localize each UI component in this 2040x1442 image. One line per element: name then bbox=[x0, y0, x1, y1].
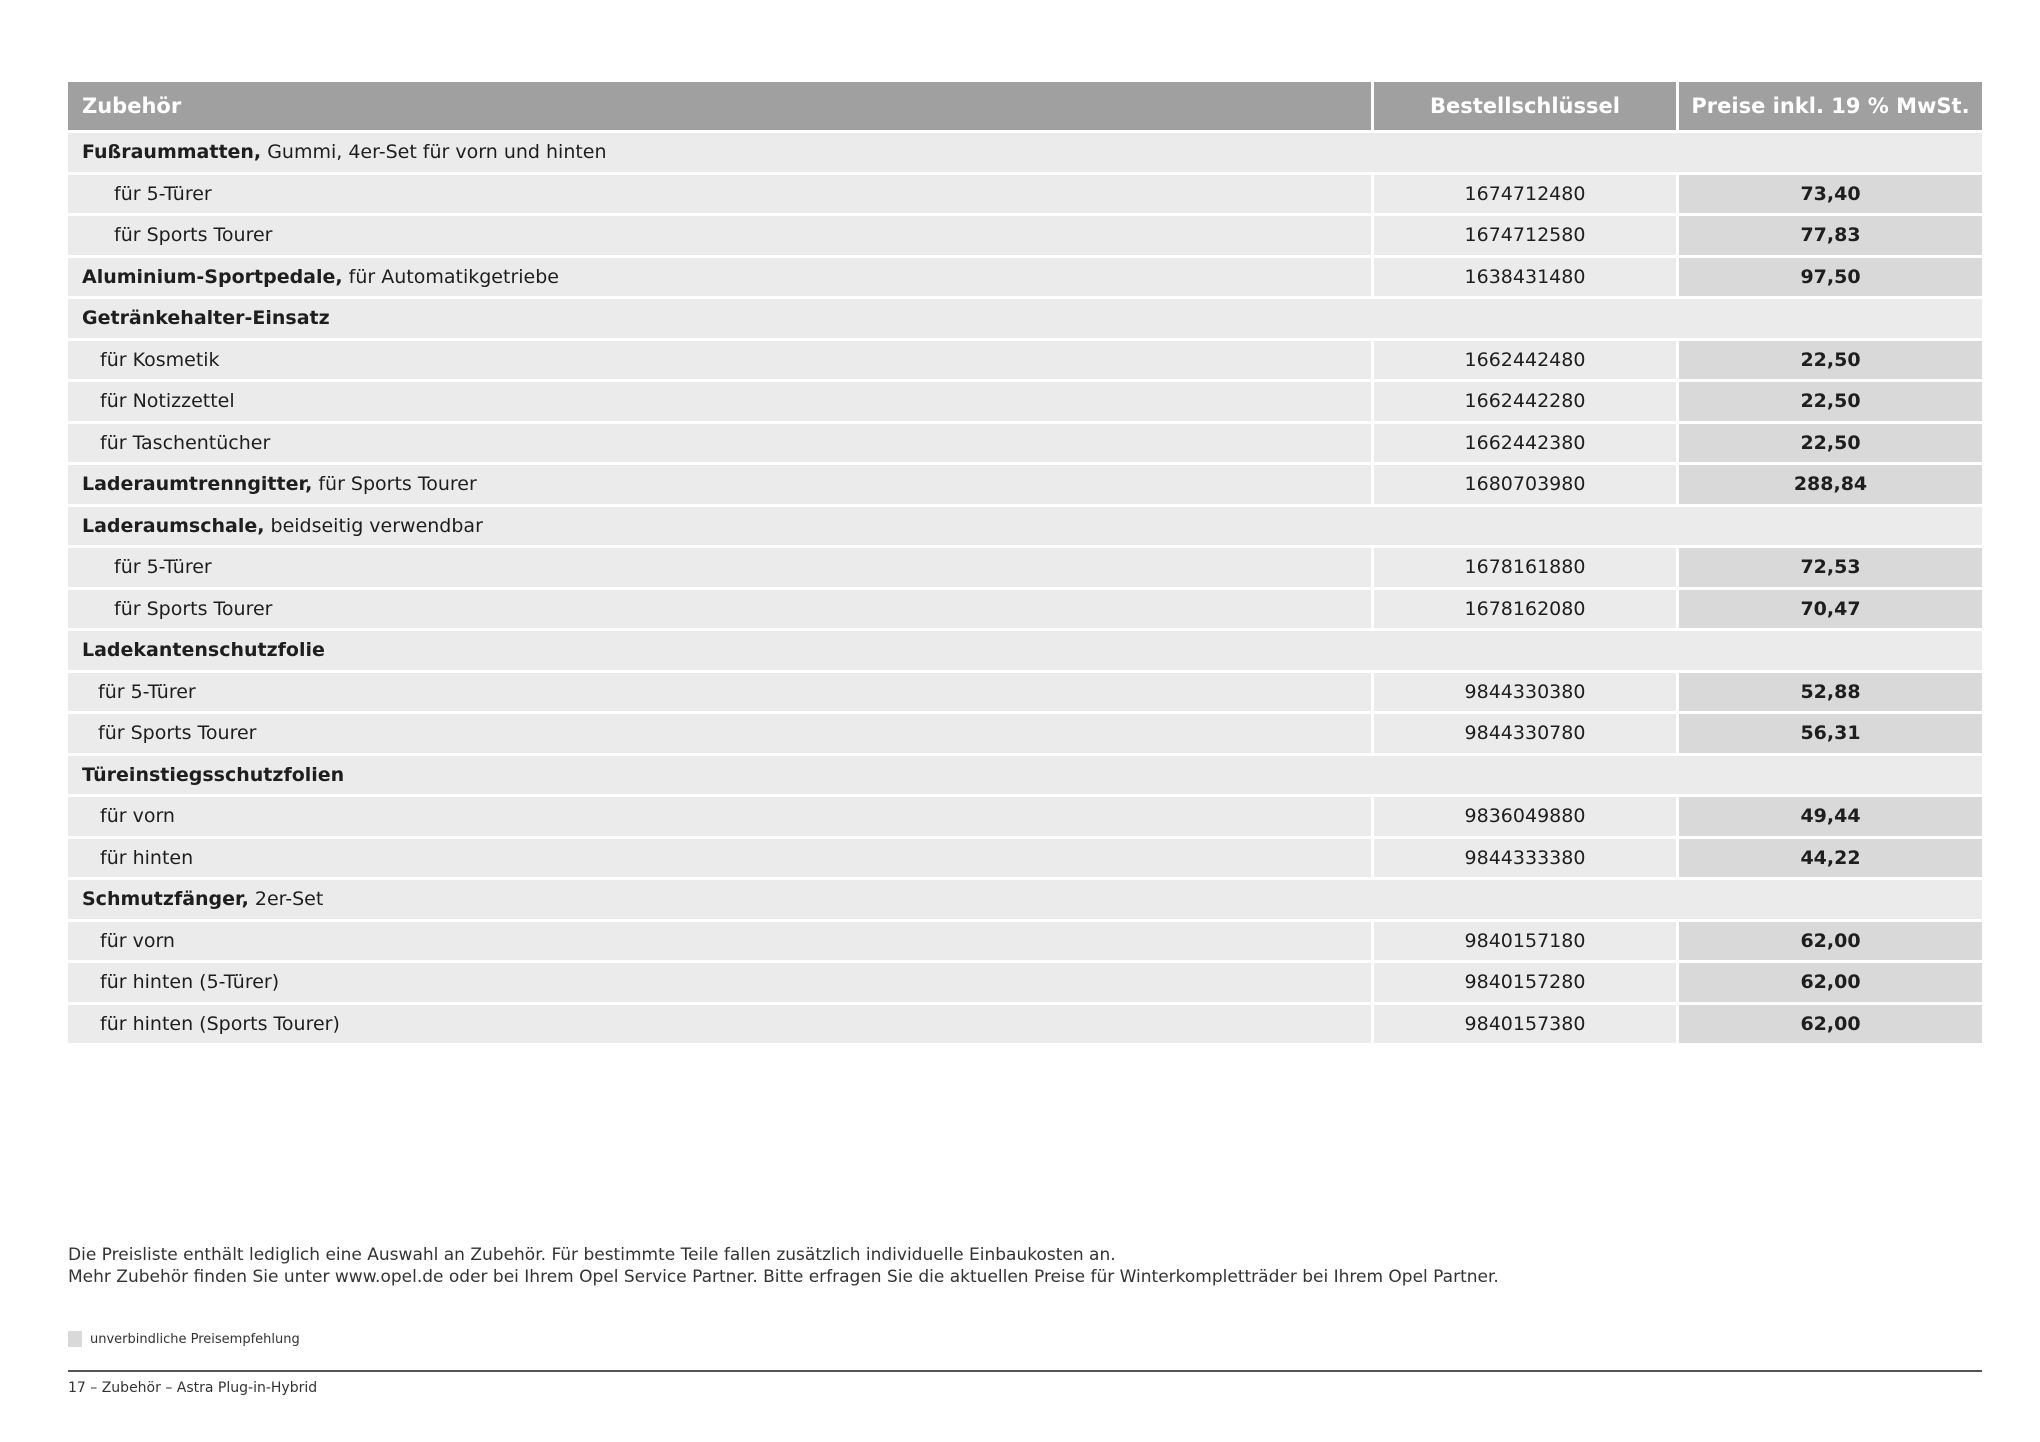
group-title: Türeinstiegsschutzfolien bbox=[82, 763, 345, 786]
table-row bbox=[68, 714, 1982, 753]
price: 97,50 bbox=[1679, 258, 1982, 297]
note-line-1: Die Preisliste enthält lediglich eine Auswahl an Zubehör. Für bestimmte Teile fallen zusätzlich individuelle Einbaukosten an. bbox=[68, 1245, 1116, 1265]
order-code: 1678161880 bbox=[1374, 548, 1676, 587]
header-zubehoer: Zubehör bbox=[68, 82, 1371, 130]
item-label: für 5-Türer bbox=[68, 673, 1371, 712]
order-code: 1680703980 bbox=[1374, 465, 1676, 504]
group-title: Fußraummatten, bbox=[82, 141, 262, 164]
order-code: 1638431480 bbox=[1374, 258, 1676, 297]
item-label: für hinten bbox=[68, 839, 1371, 878]
item-label: für Notizzettel bbox=[68, 382, 1371, 421]
table-row bbox=[68, 258, 1982, 297]
price: 77,83 bbox=[1679, 216, 1982, 255]
group-subtitle: Gummi, 4er-Set für vorn und hinten bbox=[261, 141, 607, 164]
order-code: 1662442280 bbox=[1374, 382, 1676, 421]
order-code: 1674712580 bbox=[1374, 216, 1676, 255]
order-code: 1662442480 bbox=[1374, 341, 1676, 380]
group-label bbox=[68, 133, 1982, 172]
accessory-price-table bbox=[68, 82, 1982, 1046]
group-title: Getränkehalter-Einsatz bbox=[82, 307, 330, 330]
price: 22,50 bbox=[1679, 341, 1982, 380]
item-subtitle: für Automatikgetriebe bbox=[342, 265, 559, 288]
table-row bbox=[68, 1005, 1982, 1044]
group-subtitle: beidseitig verwendbar bbox=[264, 514, 483, 537]
table-row bbox=[68, 341, 1982, 380]
group-title: Laderaumschale, bbox=[82, 514, 265, 537]
table-row bbox=[68, 548, 1982, 587]
table-row bbox=[68, 465, 1982, 504]
header-bestellschluessel: Bestellschlüssel bbox=[1374, 82, 1676, 130]
item-label: für Taschentücher bbox=[68, 424, 1371, 463]
table-row bbox=[68, 299, 1982, 338]
item-label: für vorn bbox=[68, 797, 1371, 836]
order-code: 1662442380 bbox=[1374, 424, 1676, 463]
price-legend bbox=[68, 1331, 300, 1347]
header-preise: Preise inkl. 19 % MwSt. bbox=[1679, 82, 1982, 130]
table-row bbox=[68, 631, 1982, 670]
price: 62,00 bbox=[1679, 1005, 1982, 1044]
table-row bbox=[68, 133, 1982, 172]
table-row bbox=[68, 424, 1982, 463]
note-line-2: Mehr Zubehör finden Sie unter www.opel.de oder bei Ihrem Opel Service Partner. Bitte erfragen Sie die aktuellen Preise für Winterkompletträder bei Ihrem Opel Partner. bbox=[68, 1267, 1499, 1287]
price: 22,50 bbox=[1679, 424, 1982, 463]
item-label: für vorn bbox=[68, 922, 1371, 961]
price: 62,00 bbox=[1679, 963, 1982, 1002]
order-code: 9836049880 bbox=[1374, 797, 1676, 836]
group-title: Schmutzfänger, bbox=[82, 888, 249, 911]
table-row bbox=[68, 797, 1982, 836]
order-code: 9844330380 bbox=[1374, 673, 1676, 712]
price: 62,00 bbox=[1679, 922, 1982, 961]
item-label: für Sports Tourer bbox=[68, 590, 1371, 629]
order-code: 9840157180 bbox=[1374, 922, 1676, 961]
price: 72,53 bbox=[1679, 548, 1982, 587]
order-code: 1678162080 bbox=[1374, 590, 1676, 629]
group-label bbox=[68, 299, 1982, 338]
table-row bbox=[68, 216, 1982, 255]
item-label: für 5-Türer bbox=[68, 175, 1371, 214]
item-label: für Sports Tourer bbox=[68, 714, 1371, 753]
order-code: 9840157280 bbox=[1374, 963, 1676, 1002]
group-subtitle: 2er-Set bbox=[248, 888, 324, 911]
item-title: Aluminium-Sportpedale, bbox=[82, 265, 343, 288]
price: 70,47 bbox=[1679, 590, 1982, 629]
price: 52,88 bbox=[1679, 673, 1982, 712]
footer-divider bbox=[68, 1370, 1982, 1372]
group-label bbox=[68, 507, 1982, 546]
table-row bbox=[68, 963, 1982, 1002]
order-code: 9844330780 bbox=[1374, 714, 1676, 753]
item-label: für hinten (5-Türer) bbox=[68, 963, 1371, 1002]
price: 73,40 bbox=[1679, 175, 1982, 214]
table-row bbox=[68, 922, 1982, 961]
item-title: Laderaumtrenngitter, bbox=[82, 473, 313, 496]
order-code: 9844333380 bbox=[1374, 839, 1676, 878]
price: 56,31 bbox=[1679, 714, 1982, 753]
table-row bbox=[68, 507, 1982, 546]
table-row bbox=[68, 880, 1982, 919]
table-row bbox=[68, 756, 1982, 795]
legend-swatch bbox=[68, 1331, 82, 1347]
group-label bbox=[68, 756, 1982, 795]
price: 22,50 bbox=[1679, 382, 1982, 421]
legend-label: unverbindliche Preisempfehlung bbox=[90, 1331, 300, 1347]
table-header bbox=[68, 82, 1982, 130]
price: 288,84 bbox=[1679, 465, 1982, 504]
table-row bbox=[68, 382, 1982, 421]
table-row bbox=[68, 590, 1982, 629]
item-subtitle: für Sports Tourer bbox=[312, 473, 477, 496]
item-label: für Sports Tourer bbox=[68, 216, 1371, 255]
notes bbox=[68, 1244, 1499, 1288]
item-label bbox=[68, 258, 1371, 297]
group-label bbox=[68, 631, 1982, 670]
table-row bbox=[68, 673, 1982, 712]
item-label bbox=[68, 465, 1371, 504]
order-code: 1674712480 bbox=[1374, 175, 1676, 214]
item-label: für 5-Türer bbox=[68, 548, 1371, 587]
table-row bbox=[68, 839, 1982, 878]
price: 49,44 bbox=[1679, 797, 1982, 836]
page-footer: 17 – Zubehör – Astra Plug-in-Hybrid bbox=[68, 1380, 318, 1396]
table-body bbox=[68, 133, 1982, 1043]
price: 44,22 bbox=[1679, 839, 1982, 878]
order-code: 9840157380 bbox=[1374, 1005, 1676, 1044]
group-label bbox=[68, 880, 1982, 919]
group-title: Ladekantenschutzfolie bbox=[82, 639, 325, 662]
item-label: für Kosmetik bbox=[68, 341, 1371, 380]
item-label: für hinten (Sports Tourer) bbox=[68, 1005, 1371, 1044]
table-row bbox=[68, 175, 1982, 214]
